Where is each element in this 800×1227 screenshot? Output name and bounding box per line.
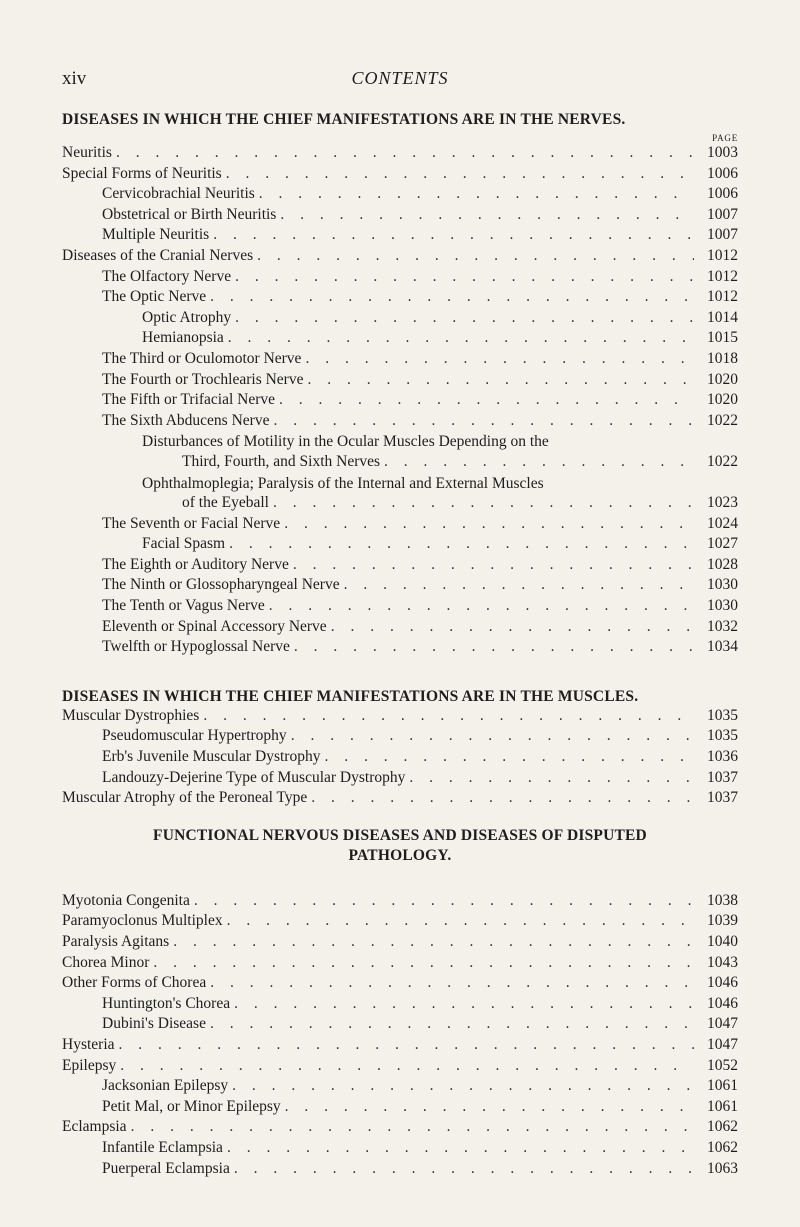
toc-entry[interactable]	[62, 707, 738, 728]
entry-page: 1039	[707, 912, 738, 930]
dot-leader	[305, 350, 694, 368]
entry-page: 1030	[707, 576, 738, 594]
entry-page: 1024	[707, 514, 738, 532]
toc-entry[interactable]	[62, 226, 738, 247]
page-number: xiv	[62, 68, 87, 89]
entry-title: The Seventh or Facial Nerve	[102, 514, 281, 532]
entry-title: Erb's Juvenile Muscular Dystrophy	[102, 748, 321, 766]
entry-page: 1035	[707, 727, 738, 745]
toc-list-functional	[62, 892, 738, 1180]
entry-title: Paramyoclonus Multiplex	[62, 912, 223, 930]
dot-leader	[227, 912, 694, 930]
toc-entry[interactable]	[62, 185, 738, 206]
toc-entry[interactable]	[62, 638, 738, 659]
dot-leader	[285, 1098, 694, 1116]
entry-title: Cervicobrachial Neuritis	[102, 185, 255, 203]
entry-title: Twelfth or Hypoglossal Nerve	[102, 638, 290, 656]
toc-entry[interactable]	[62, 995, 738, 1016]
toc-entry[interactable]	[62, 329, 738, 350]
toc-entry[interactable]	[62, 1098, 738, 1119]
entry-title: Petit Mal, or Minor Epilepsy	[102, 1097, 281, 1115]
dot-leader	[229, 535, 694, 553]
dot-leader	[273, 494, 694, 512]
dot-leader	[280, 206, 694, 224]
entry-page: 1020	[707, 391, 738, 409]
entry-title: Muscular Dystrophies	[62, 706, 200, 724]
dot-leader	[153, 954, 694, 972]
toc-entry[interactable]	[62, 556, 738, 577]
toc-entry[interactable]	[62, 309, 738, 330]
entry-page: 1018	[707, 349, 738, 367]
entry-title: Obstetrical or Birth Neuritis	[102, 205, 277, 223]
toc-entry[interactable]	[62, 268, 738, 289]
entry-page: 1035	[707, 706, 738, 724]
entry-title: Hysteria	[62, 1035, 115, 1053]
entry-title: The Optic Nerve	[102, 288, 207, 306]
toc-entry[interactable]	[62, 789, 738, 810]
toc-entry[interactable]	[62, 618, 738, 639]
section-heading-functional-continued: PATHOLOGY.	[348, 846, 452, 864]
entry-page: 1040	[707, 933, 738, 950]
toc-entry[interactable]	[62, 515, 738, 536]
entry-title-continued: Third, Fourth, and Sixth Nerves	[182, 452, 381, 470]
dot-leader	[293, 556, 694, 574]
entry-title: Disturbances of Motility in the Ocular Muscles Depending on the	[142, 433, 549, 451]
dot-leader	[235, 309, 694, 327]
entry-title: Jacksonian Epilepsy	[102, 1077, 229, 1095]
entry-page: 1012	[707, 267, 738, 285]
toc-list-muscles	[62, 707, 738, 810]
entry-page: 1043	[707, 953, 738, 971]
entry-page: 1014	[707, 308, 738, 326]
toc-page	[62, 0, 738, 1180]
dot-leader	[173, 933, 694, 951]
dot-leader	[213, 226, 694, 244]
entry-title: Special Forms of Neuritis	[62, 164, 222, 182]
entry-page: 1020	[707, 370, 738, 388]
toc-entry[interactable]	[62, 288, 738, 309]
dot-leader	[331, 618, 694, 636]
entry-page: 1052	[707, 1056, 738, 1074]
entry-page: 1007	[707, 205, 738, 223]
dot-leader	[119, 1036, 694, 1054]
entry-page: 1006	[707, 164, 738, 182]
entry-page: 1006	[707, 185, 738, 203]
dot-leader	[210, 1015, 694, 1033]
dot-leader	[203, 707, 694, 725]
dot-leader	[210, 974, 694, 992]
toc-entry[interactable]	[62, 1139, 738, 1160]
entry-title: Myotonia Congenita	[62, 891, 190, 909]
dot-leader	[234, 995, 694, 1013]
entry-title: Optic Atrophy	[142, 308, 232, 326]
dot-leader	[291, 727, 694, 745]
dot-leader	[131, 1118, 694, 1136]
dot-leader	[294, 638, 694, 656]
entry-title: The Fifth or Trifacial Nerve	[102, 391, 276, 409]
toc-entry[interactable]	[62, 206, 738, 227]
dot-leader	[228, 329, 694, 347]
entry-title: Epilepsy	[62, 1056, 117, 1074]
dot-leader	[226, 165, 694, 183]
toc-entry[interactable]	[62, 727, 738, 748]
toc-entry[interactable]	[62, 769, 738, 790]
running-title: CONTENTS	[351, 68, 449, 88]
entry-page: 1023	[707, 494, 738, 512]
toc-entry[interactable]	[62, 412, 738, 433]
dot-leader	[311, 789, 694, 807]
entry-title: Other Forms of Chorea	[62, 974, 207, 992]
entry-title: The Fourth or Trochlearis Nerve	[102, 370, 304, 388]
toc-entry[interactable]	[62, 974, 738, 995]
entry-title: The Sixth Abducens Nerve	[102, 411, 270, 429]
dot-leader	[409, 769, 694, 787]
entry-page: 1047	[707, 1015, 738, 1033]
entry-page: 1062	[707, 1118, 738, 1136]
dot-leader	[120, 1057, 694, 1075]
toc-entry[interactable]	[62, 892, 738, 913]
toc-entry[interactable]	[62, 1036, 738, 1057]
dot-leader	[232, 1077, 694, 1095]
toc-entry[interactable]	[62, 474, 738, 515]
dot-leader	[227, 1139, 694, 1157]
entry-page: 1003	[707, 144, 738, 161]
section-heading-muscles: DISEASES IN WHICH THE CHIEF MANIFESTATIONS ARE IN THE MUSCLES.	[62, 687, 639, 705]
toc-entry[interactable]	[62, 597, 738, 618]
toc-entry[interactable]	[62, 954, 738, 975]
entry-page: 1028	[707, 555, 738, 573]
section-heading-nerves: DISEASES IN WHICH THE CHIEF MANIFESTATIONS ARE IN THE NERVES.	[62, 111, 626, 128]
entry-page: 1030	[707, 597, 738, 615]
toc-entry[interactable]	[62, 350, 738, 371]
entry-title: Paralysis Agitans	[62, 933, 170, 950]
entry-title: The Eighth or Auditory Nerve	[102, 555, 289, 573]
entry-page: 1047	[707, 1035, 738, 1053]
toc-entry[interactable]	[62, 576, 738, 597]
entry-title: Facial Spasm	[142, 535, 226, 553]
toc-entry[interactable]	[62, 1118, 738, 1139]
entry-page: 1022	[707, 411, 738, 429]
entry-title: The Olfactory Nerve	[102, 267, 232, 285]
toc-entry[interactable]	[62, 912, 738, 933]
dot-leader	[279, 391, 694, 409]
dot-leader	[344, 576, 694, 594]
dot-leader	[284, 515, 694, 533]
toc-entry[interactable]	[62, 748, 738, 769]
entry-page: 1062	[707, 1138, 738, 1156]
toc-entry[interactable]	[62, 1077, 738, 1098]
entry-title: Infantile Eclampsia	[102, 1138, 223, 1156]
entry-title: Muscular Atrophy of the Peroneal Type	[62, 789, 308, 807]
entry-page: 1027	[707, 535, 738, 553]
entry-title-continued: of the Eyeball	[182, 494, 269, 512]
entry-title: Neuritis	[62, 144, 112, 161]
entry-page: 1032	[707, 617, 738, 635]
page-column-label: PAGE	[712, 133, 738, 143]
page-header	[62, 0, 738, 110]
entry-page: 1034	[707, 638, 738, 656]
toc-entry[interactable]	[62, 144, 738, 165]
entry-title: Dubini's Disease	[102, 1015, 206, 1033]
toc-entry[interactable]	[62, 1057, 738, 1078]
dot-leader	[235, 268, 694, 286]
entry-page: 1046	[707, 994, 738, 1012]
entry-title: Huntington's Chorea	[102, 994, 231, 1012]
dot-leader	[257, 247, 694, 265]
toc-entry[interactable]	[62, 247, 738, 268]
toc-entry[interactable]	[62, 1015, 738, 1036]
dot-leader	[269, 597, 694, 615]
dot-leader	[384, 453, 694, 471]
dot-leader	[116, 144, 694, 162]
entry-title: Hemianopsia	[142, 329, 224, 347]
toc-list-nerves	[62, 144, 738, 659]
entry-title: The Tenth or Vagus Nerve	[102, 597, 265, 615]
entry-page: 1036	[707, 748, 738, 766]
entry-page: 1037	[707, 789, 738, 807]
toc-entry[interactable]	[62, 165, 738, 186]
entry-page: 1063	[707, 1159, 738, 1177]
toc-entry[interactable]	[62, 432, 738, 473]
entry-page: 1061	[707, 1077, 738, 1095]
entry-page: 1022	[707, 452, 738, 470]
entry-title: Puerperal Eclampsia	[102, 1159, 230, 1177]
entry-page: 1046	[707, 974, 738, 992]
toc-entry[interactable]	[62, 535, 738, 556]
entry-page: 1012	[707, 288, 738, 306]
entry-title: The Third or Oculomotor Nerve	[102, 349, 302, 367]
entry-page: 1015	[707, 329, 738, 347]
entry-title: The Ninth or Glossopharyngeal Nerve	[102, 576, 340, 594]
dot-leader	[210, 288, 694, 306]
toc-entry[interactable]	[62, 1160, 738, 1181]
entry-title: Eleventh or Spinal Accessory Nerve	[102, 617, 327, 635]
section-heading-functional: FUNCTIONAL NERVOUS DISEASES AND DISEASES OF DISPUTED	[153, 826, 647, 844]
entry-title: Chorea Minor	[62, 953, 150, 971]
dot-leader	[259, 185, 694, 203]
dot-leader	[273, 412, 694, 430]
dot-leader	[324, 748, 694, 766]
dot-leader	[194, 892, 694, 910]
toc-entry[interactable]	[62, 391, 738, 412]
entry-page: 1037	[707, 768, 738, 786]
toc-entry[interactable]	[62, 371, 738, 392]
entry-page: 1061	[707, 1097, 738, 1115]
entry-title: Diseases of the Cranial Nerves	[62, 246, 254, 264]
entry-title: Eclampsia	[62, 1118, 127, 1136]
entry-page: 1007	[707, 226, 738, 244]
entry-title: Multiple Neuritis	[102, 226, 210, 244]
entry-page: 1012	[707, 246, 738, 264]
entry-page: 1038	[707, 891, 738, 909]
entry-title: Pseudomuscular Hypertrophy	[102, 727, 287, 745]
entry-title: Landouzy-Dejerine Type of Muscular Dystrophy	[102, 768, 406, 786]
entry-title: Ophthalmoplegia; Paralysis of the Internal and External Muscles	[142, 474, 544, 492]
toc-entry[interactable]	[62, 933, 738, 954]
dot-leader	[307, 371, 694, 389]
dot-leader	[234, 1160, 694, 1178]
